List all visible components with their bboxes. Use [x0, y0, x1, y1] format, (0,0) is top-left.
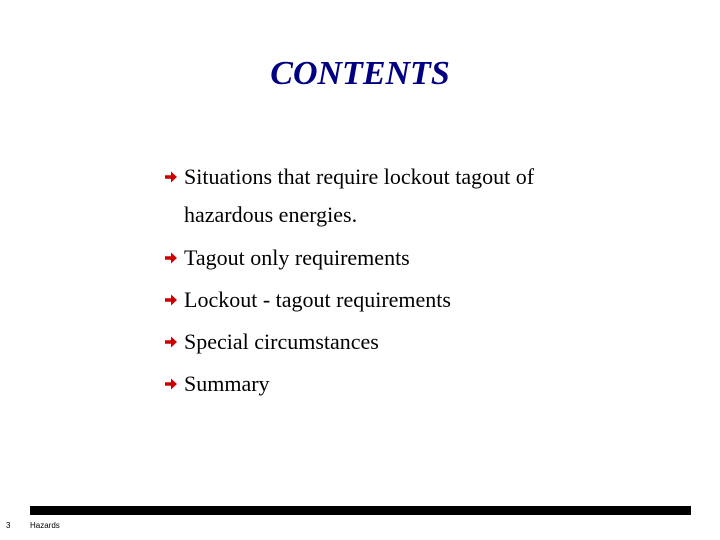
right-arrow-icon	[163, 240, 179, 276]
contents-list	[163, 158, 683, 408]
list-item	[163, 366, 683, 402]
list-item-text: Special circumstances	[184, 329, 379, 354]
list-item	[163, 282, 683, 318]
list-item-text: Summary	[184, 371, 270, 396]
list-item-text: Lockout - tagout requirements	[184, 287, 451, 312]
list-item-text: Tagout only requirements	[184, 245, 410, 270]
right-arrow-icon	[163, 158, 179, 196]
page-number: 3	[6, 521, 11, 530]
list-item-text: Situations that require lockout tagout of hazardous energies.	[184, 164, 535, 227]
right-arrow-icon	[163, 324, 179, 360]
footer-label: Hazards	[30, 521, 60, 530]
right-arrow-icon	[163, 366, 179, 402]
footer-bar	[30, 506, 691, 515]
slide-title: CONTENTS	[270, 55, 450, 92]
list-item	[163, 324, 683, 360]
right-arrow-icon	[163, 282, 179, 318]
list-item	[163, 240, 683, 276]
list-item	[163, 158, 683, 234]
